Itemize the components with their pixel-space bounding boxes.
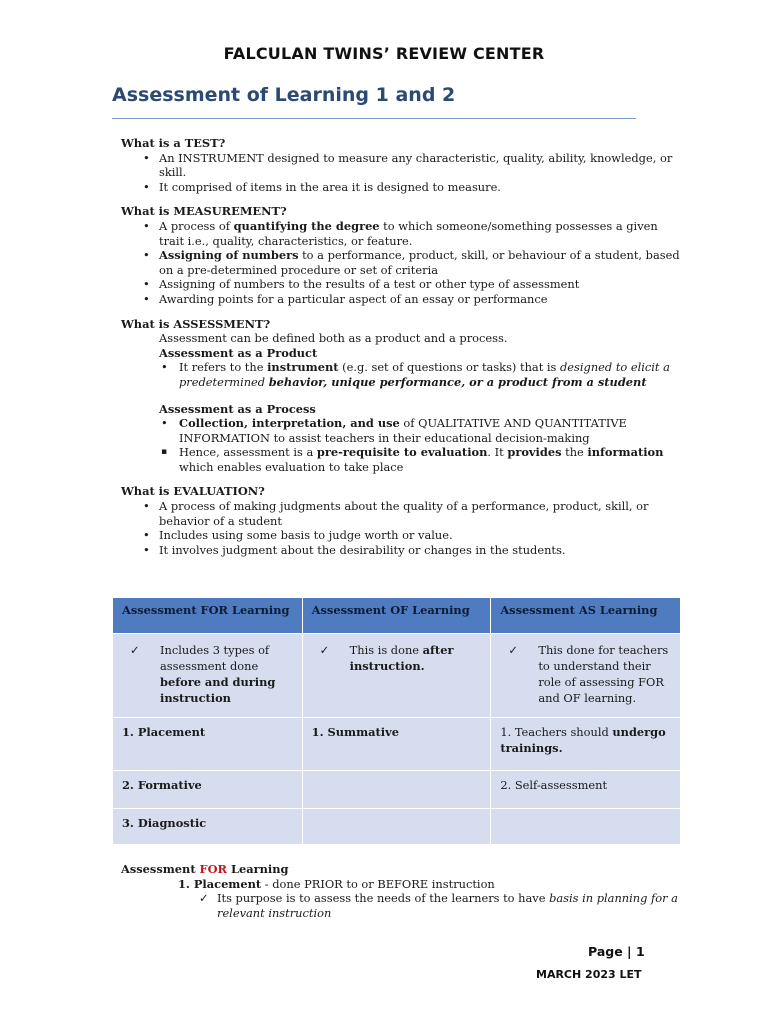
table-header-for: Assessment FOR Learning [113, 598, 303, 634]
definitions-section [121, 136, 681, 567]
test-bullet-2: • It comprised of items in the area it is designed to measure. [159, 180, 681, 195]
exam-label: MARCH 2023 LET [536, 968, 642, 981]
assessment-question: What is ASSESSMENT? [121, 316, 271, 331]
table-cell [302, 809, 491, 845]
evaluation-section [121, 484, 681, 557]
afl-heading: Assessment FOR Learning [121, 862, 289, 876]
assessment-process-heading: Assessment as a Process [159, 401, 316, 416]
afl-placement: 1. Placement - done PRIOR to or BEFORE instruction [178, 876, 495, 891]
table-cell: 1. Placement [113, 718, 303, 771]
measurement-section [121, 204, 681, 306]
table-cell [491, 809, 681, 845]
test-section [121, 136, 681, 194]
table-cell: 1. Teachers should undergo trainings. [491, 718, 681, 771]
assessment-product-heading: Assessment as a Product [159, 345, 318, 360]
table-header-of: Assessment OF Learning [302, 598, 491, 634]
table-cell: 3. Diagnostic [113, 809, 303, 845]
test-bullet-1: • An INSTRUMENT designed to measure any characteristic, quality, ability, knowledge, or skill. [159, 151, 681, 180]
assessment-intro: Assessment can be defined both as a product and a process. [159, 331, 508, 346]
assessment-product-bullet: • It refers to the instrument (e.g. set of questions or tasks) that is designed to elicit a predetermined behavior, unique performance, or a product from a student [179, 360, 681, 389]
measurement-bullet-2: • Assigning of numbers to a performance, product, skill, or behaviour of a student, based on a pre-determined procedure or set of criteria [159, 248, 681, 277]
measurement-bullet-4: • Awarding points for a particular aspect of an essay or performance [159, 292, 681, 307]
measurement-bullet-1: • A process of quantifying the degree to which someone/something possesses a given trait i.e., quality, characteristics, or feature. [159, 219, 681, 248]
evaluation-bullet-3: • It involves judgment about the desirability or changes in the students. [159, 543, 681, 558]
page-number: Page | 1 [588, 944, 645, 959]
assessment-section [121, 317, 681, 475]
assessment-process-bullet-2: ▪ Hence, assessment is a pre-requisite to evaluation. It provides the information which enables evaluation to take place [179, 445, 681, 474]
table-cell: ✓ Includes 3 types of assessment done before and during instruction [113, 634, 303, 718]
table-cell [302, 771, 491, 809]
table-header-as: Assessment AS Learning [491, 598, 681, 634]
evaluation-question: What is EVALUATION? [121, 484, 265, 499]
measurement-bullet-3: • Assigning of numbers to the results of a test or other type of assessment [159, 277, 681, 292]
document-title: Assessment of Learning 1 and 2 [112, 84, 456, 106]
measurement-question: What is MEASUREMENT? [121, 204, 287, 219]
table-cell: ✓ This is done after instruction. [302, 634, 491, 718]
test-question: What is a TEST? [121, 136, 226, 150]
review-center-title: FALCULAN TWINS’ REVIEW CENTER [223, 44, 545, 63]
table-cell: ✓ This done for teachers to understand their role of assessing FOR and OF learning. [491, 634, 681, 718]
table-cell: 1. Summative [302, 718, 491, 771]
assessment-types-table [112, 597, 681, 845]
assessment-process-bullet-1: • Collection, interpretation, and use of QUALITATIVE AND QUANTITATIVE INFORMATION to assist teachers in their educational decision-making [179, 416, 681, 445]
afl-section [121, 862, 681, 920]
afl-placement-purpose: ✓ Its purpose is to assess the needs of the learners to have basis in planning for a relevant instruction [121, 891, 681, 920]
table-cell: 2. Formative [113, 771, 303, 809]
title-divider [112, 118, 636, 119]
evaluation-bullet-2: • Includes using some basis to judge worth or value. [159, 528, 681, 543]
evaluation-bullet-1: • A process of making judgments about the quality of a performance, product, skill, or behavior of a student [159, 499, 681, 528]
table-cell: 2. Self-assessment [491, 771, 681, 809]
